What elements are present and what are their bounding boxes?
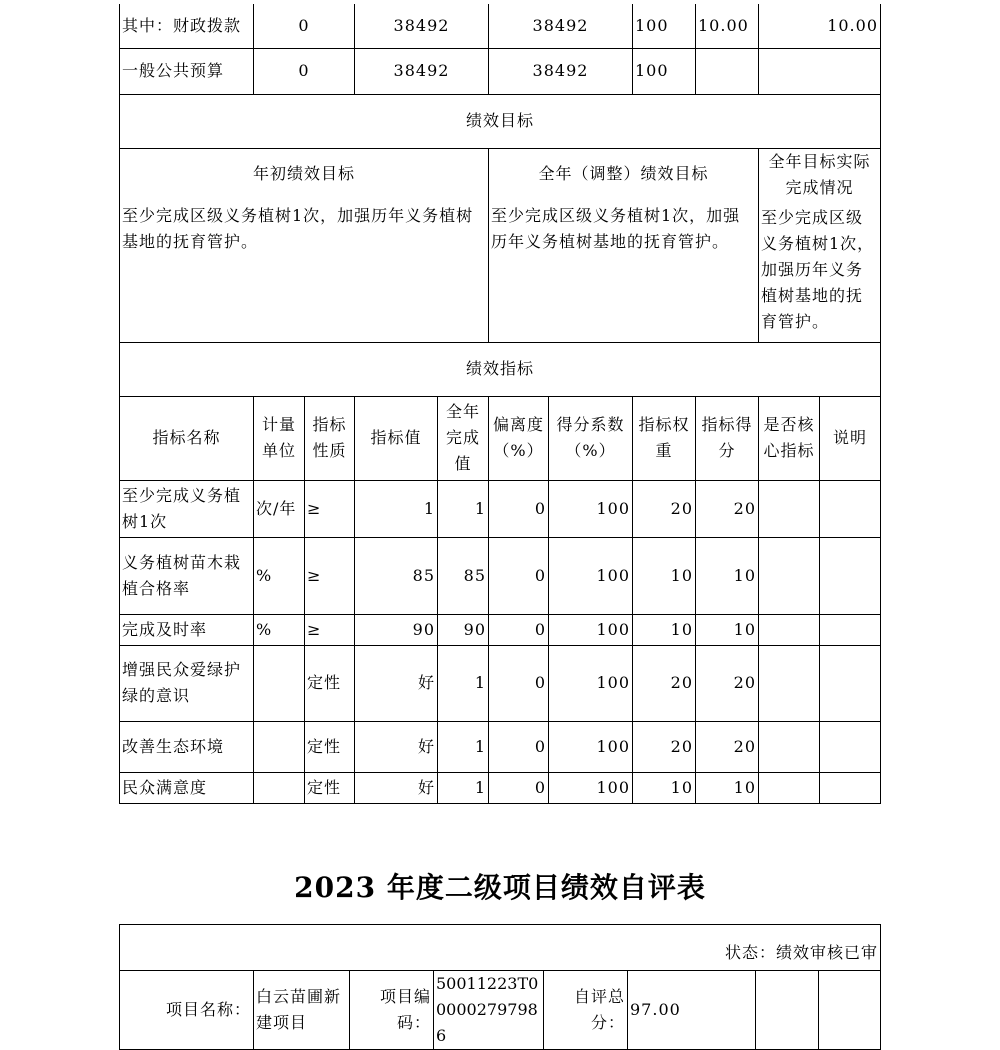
goal-adjusted-text: 至少完成区级义务植树1次，加强历年义务植树基地的抚育管护。 [491, 205, 741, 251]
goal-adjusted-header: 全年（调整）绩效目标 [538, 163, 709, 183]
indicator-target: 90 [355, 614, 438, 645]
header-cell: 全年完成值 [438, 396, 489, 480]
indicator-note [820, 772, 881, 803]
header-cell: 指标值 [355, 396, 438, 480]
goal-initial [120, 148, 489, 342]
indicator-row [120, 721, 881, 772]
self-score-label: 自评总分： [544, 971, 628, 1050]
indicator-deviation: 0 [489, 537, 549, 614]
indicator-name: 完成及时率 [120, 614, 254, 645]
indicator-name: 义务植树苗木栽植合格率 [120, 537, 254, 614]
indicator-note [820, 645, 881, 721]
indicator-name: 至少完成义务植树1次 [120, 480, 254, 537]
project-code: 50011223T000002797986 [434, 971, 544, 1050]
indicator-weight: 20 [633, 645, 696, 721]
indicator-target: 好 [355, 645, 438, 721]
indicator-target: 好 [355, 721, 438, 772]
indicator-coef: 100 [549, 537, 633, 614]
empty-cell [819, 971, 881, 1050]
indicator-deviation: 0 [489, 614, 549, 645]
indicators-section-title: 绩效指标 [120, 342, 881, 396]
project-name-label: 项目名称： [120, 971, 254, 1050]
header-cell: 指标名称 [120, 396, 254, 480]
funding-cell: 0 [254, 4, 355, 48]
indicator-coef: 100 [549, 480, 633, 537]
indicator-actual: 1 [438, 645, 489, 721]
funding-cell: 38492 [355, 48, 489, 94]
indicator-actual: 1 [438, 721, 489, 772]
indicator-unit [254, 772, 305, 803]
project-code-label: 项目编码： [350, 971, 434, 1050]
indicator-score: 20 [696, 480, 759, 537]
indicator-unit [254, 645, 305, 721]
indicator-score: 10 [696, 772, 759, 803]
indicator-deviation: 0 [489, 645, 549, 721]
indicator-coef: 100 [549, 721, 633, 772]
status-text: 状态：绩效审核已审 [120, 925, 881, 971]
funding-cell: 10.00 [759, 4, 881, 48]
indicator-nature: ≥ [305, 480, 355, 537]
empty-cell [756, 971, 819, 1050]
indicator-score: 20 [696, 721, 759, 772]
indicator-name: 增强民众爱绿护绿的意识 [120, 645, 254, 721]
indicator-core [759, 645, 820, 721]
indicator-weight: 20 [633, 480, 696, 537]
indicator-core [759, 537, 820, 614]
header-cell: 是否核心指标 [759, 396, 820, 480]
header-cell: 得分系数（%） [549, 396, 633, 480]
indicator-score: 10 [696, 614, 759, 645]
indicator-coef: 100 [549, 772, 633, 803]
indicator-target: 85 [355, 537, 438, 614]
indicator-weight: 10 [633, 614, 696, 645]
funding-row-fiscal [120, 4, 881, 48]
indicator-actual: 1 [438, 480, 489, 537]
indicator-coef: 100 [549, 614, 633, 645]
indicator-nature: 定性 [305, 772, 355, 803]
indicator-note [820, 480, 881, 537]
indicator-nature: 定性 [305, 645, 355, 721]
indicator-target: 好 [355, 772, 438, 803]
self-score: 97.00 [628, 971, 756, 1050]
header-cell: 偏离度（%） [489, 396, 549, 480]
goals-section-row [120, 94, 881, 148]
indicator-unit: % [254, 614, 305, 645]
header-cell: 指标性质 [305, 396, 355, 480]
indicator-name: 改善生态环境 [120, 721, 254, 772]
indicator-weight: 10 [633, 772, 696, 803]
indicator-actual: 1 [438, 772, 489, 803]
indicator-nature: 定性 [305, 721, 355, 772]
indicator-note [820, 614, 881, 645]
indicator-row [120, 645, 881, 721]
funding-cell: 38492 [489, 48, 633, 94]
indicator-row [120, 480, 881, 537]
funding-cell: 100 [633, 48, 696, 94]
goals-row [120, 148, 881, 342]
funding-cell [696, 48, 759, 94]
indicator-coef: 100 [549, 645, 633, 721]
goal-initial-header: 年初绩效目标 [252, 163, 355, 183]
indicator-score: 10 [696, 537, 759, 614]
indicator-unit: % [254, 537, 305, 614]
header-cell: 计量单位 [254, 396, 305, 480]
indicator-score: 20 [696, 645, 759, 721]
goal-actual-header: 全年目标实际完成情况 [768, 151, 871, 197]
funding-cell [759, 48, 881, 94]
goal-initial-text: 至少完成区级义务植树1次，加强历年义务植树基地的抚育管护。 [122, 205, 474, 251]
performance-table [119, 4, 881, 804]
funding-cell: 0 [254, 48, 355, 94]
indicator-note [820, 721, 881, 772]
header-cell: 指标得分 [696, 396, 759, 480]
indicator-actual: 85 [438, 537, 489, 614]
indicators-section-row [120, 342, 881, 396]
indicator-actual: 90 [438, 614, 489, 645]
second-table [119, 924, 881, 1050]
funding-row-general [120, 48, 881, 94]
funding-cell: 38492 [489, 4, 633, 48]
funding-cell: 10.00 [696, 4, 759, 48]
status-row [120, 925, 881, 971]
indicator-target: 1 [355, 480, 438, 537]
goals-section-title: 绩效目标 [120, 94, 881, 148]
indicators-header-row [120, 396, 881, 480]
header-cell: 指标权重 [633, 396, 696, 480]
goal-actual-text: 至少完成区级义务植树1次，加强历年义务植树基地的抚育管护。 [761, 207, 875, 331]
funding-cell: 100 [633, 4, 696, 48]
project-name: 白云苗圃新建项目 [254, 971, 350, 1050]
header-cell: 说明 [820, 396, 881, 480]
funding-label: 其中：财政拨款 [120, 4, 254, 48]
indicator-weight: 10 [633, 537, 696, 614]
indicator-name: 民众满意度 [120, 772, 254, 803]
document-title: 2023 年度二级项目绩效自评表 [294, 871, 706, 904]
indicator-deviation: 0 [489, 721, 549, 772]
indicator-deviation: 0 [489, 772, 549, 803]
indicator-row [120, 614, 881, 645]
project-info-row [120, 971, 881, 1050]
indicator-unit: 次/年 [254, 480, 305, 537]
indicator-core [759, 721, 820, 772]
indicator-deviation: 0 [489, 480, 549, 537]
funding-cell: 38492 [355, 4, 489, 48]
indicator-nature: ≥ [305, 537, 355, 614]
goal-adjusted [489, 148, 759, 342]
goal-actual [759, 148, 881, 342]
indicator-core [759, 614, 820, 645]
indicator-core [759, 480, 820, 537]
indicator-row [120, 772, 881, 803]
indicator-row [120, 537, 881, 614]
indicator-note [820, 537, 881, 614]
indicator-unit [254, 721, 305, 772]
indicator-core [759, 772, 820, 803]
indicator-weight: 20 [633, 721, 696, 772]
funding-label: 一般公共预算 [120, 48, 254, 94]
indicator-nature: ≥ [305, 614, 355, 645]
